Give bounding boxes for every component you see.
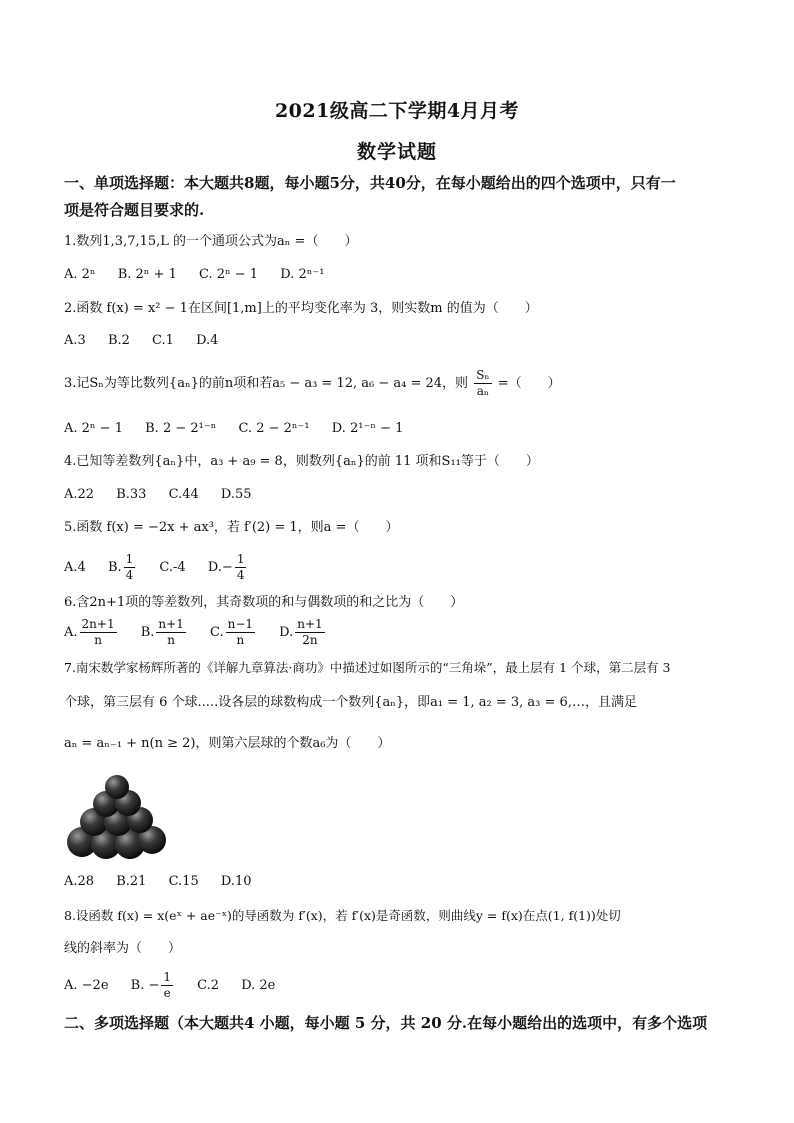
q4-option-b: B.33: [116, 487, 147, 502]
q5-option-c: C.-4: [159, 560, 186, 575]
q7-option-a: A.28: [64, 874, 95, 889]
q5-options: [64, 552, 266, 583]
q6-option-b: [141, 617, 188, 648]
q6-option-d-numerator: n+1: [297, 617, 323, 631]
triangular-ball-stack-figure: [60, 774, 180, 866]
q8-option-a: A. −2e: [64, 978, 109, 993]
section1-heading: [64, 170, 734, 224]
q2-option-d: D.4: [196, 333, 219, 348]
q4-options: [64, 485, 270, 505]
q5-option-b-numerator: 1: [125, 552, 134, 566]
q5-option-b-denominator: 4: [125, 568, 134, 582]
q4-option-c: C.44: [168, 487, 199, 502]
q4-option-d: D.55: [220, 487, 252, 502]
exam-title: 2021级高二下学期4月月考: [274, 100, 520, 122]
q3-option-d: D. 2¹⁻ⁿ − 1: [331, 421, 404, 436]
q8-line1: 8.设函数 f(x) = x(eˣ + ae⁻ˣ)的导函数为 f′(x)，若 f′(x)是奇函数，则曲线y = f(x)在点(1, f(1))处切: [64, 908, 621, 923]
q3-options: [64, 419, 421, 439]
q4-stem: 4.已知等差数列{aₙ}中，a₃ + a₉ = 8，则数列{aₙ}的前 11 项和S₁₁等于（ ）: [64, 454, 539, 469]
q2-option-a: A.3: [64, 333, 86, 348]
q1-option-b: B. 2ⁿ + 1: [117, 267, 177, 282]
exam-subtitle: 数学试题: [356, 141, 437, 163]
q3-option-a: A. 2ⁿ − 1: [64, 421, 123, 436]
section1-heading-line2: 项是符合题目要求的.: [64, 201, 205, 219]
q3-stem-text: 3.记Sₙ为等比数列{aₙ}的前n项和若a₅ − a₃ = 12, a₆ − a₄ = 24，则: [64, 376, 469, 391]
q5-option-d: [208, 552, 249, 583]
q1-option-c: C. 2ⁿ − 1: [199, 267, 259, 282]
q7-line3: aₙ = aₙ₋₁ + n(n ≥ 2)，则第六层球的个数a₆为（ ）: [64, 736, 391, 751]
q2-option-b: B.2: [107, 333, 130, 348]
q5-option-b-fraction: [124, 552, 136, 583]
q6-option-a-fraction: [80, 617, 117, 648]
q7-option-b: B.21: [116, 874, 147, 889]
q7-line1: 7.南宋数学家杨辉所著的《详解九章算法·商功》中描述过如图所示的“三角垛”，最上层有 1 个球，第二层有 3: [64, 660, 671, 675]
q6-option-b-fraction: [156, 617, 185, 648]
q6-option-c-label: C.: [209, 625, 224, 640]
q8-option-b-label: B. −: [130, 978, 160, 993]
q6-option-d-label: D.: [279, 625, 294, 640]
q7-option-d: D.10: [220, 874, 252, 889]
q3-fraction-denominator: aₙ: [476, 384, 490, 398]
q6-option-a: [64, 617, 119, 648]
q6-option-c-numerator: n−1: [227, 617, 254, 631]
ball-stack: [67, 775, 166, 859]
q7-line2: 个球，第三层有 6 个球.....设各层的球数构成一个数列{aₙ}，即a₁ = 1, a₂ = 3, a₃ = 6,…，且满足: [64, 695, 637, 710]
q5-option-d-label: D.−: [207, 560, 233, 575]
q1-options: [64, 265, 342, 285]
q6-option-c-denominator: n: [236, 633, 245, 647]
q3-option-c: C. 2 − 2ⁿ⁻¹: [238, 421, 310, 436]
q8-option-b-denominator: e: [163, 986, 171, 1000]
q1-stem: 1.数列1,3,7,15,L 的一个通项公式为aₙ =（ ）: [64, 234, 358, 249]
q2-stem: 2.函数 f(x) = x² − 1在区间[1,m]上的平均变化率为 3，则实数m 的值为（ ）: [64, 301, 538, 316]
section2-heading: 二、多项选择题（本大题共4 小题，每小题 5 分，共 20 分.在每小题给出的选项中，有多个选项: [64, 1014, 708, 1032]
q3-stem: [64, 368, 734, 399]
q3-option-b: B. 2 − 2¹⁻ⁿ: [145, 421, 217, 436]
q6-option-b-denominator: n: [167, 633, 175, 647]
q6-options: [64, 617, 345, 648]
q3-fraction-numerator: Sₙ: [476, 368, 490, 382]
q6-option-d-denominator: 2n: [302, 633, 318, 647]
q8-option-d: D. 2e: [241, 978, 276, 993]
q6-stem: 6.含2n+1项的等差数列，其奇数项的和与偶数项的和之比为（ ）: [64, 595, 464, 610]
q7-options: [64, 872, 270, 892]
q6-option-b-label: B.: [140, 625, 155, 640]
q4-option-a: A.22: [64, 487, 95, 502]
q8-option-b-numerator: 1: [163, 970, 172, 984]
q5-option-d-numerator: 1: [236, 552, 245, 566]
q2-options: [64, 331, 236, 351]
q8-option-b: [131, 970, 175, 1001]
q7-option-c: C.15: [168, 874, 199, 889]
q1-option-d: D. 2ⁿ⁻¹: [280, 267, 325, 282]
q5-option-b: [108, 552, 137, 583]
q5-option-d-denominator: 4: [236, 568, 245, 582]
q6-option-d-fraction: [295, 617, 324, 648]
q1-option-a: A. 2ⁿ: [64, 267, 96, 282]
q6-option-a-numerator: 2n+1: [81, 617, 115, 631]
q3-stem-end: =（ ）: [497, 376, 561, 391]
q8-line2: 线的斜率为（ ）: [64, 941, 182, 956]
q5-stem: 5.函数 f(x) = −2x + ax³，若 f′(2) = 1，则a =（ ）: [64, 520, 399, 535]
q5-option-b-label: B.: [107, 560, 122, 575]
section1-heading-line1: 一、单项选择题：本大题共8题，每小题5分，共40分，在每小题给出的四个选项中，只有一: [64, 174, 676, 192]
q8-option-b-fraction: [161, 970, 173, 1001]
q3-fraction: [474, 368, 491, 399]
q6-option-a-denominator: n: [94, 633, 102, 647]
q6-option-c-fraction: [226, 617, 255, 648]
q8-option-c: C.2: [197, 978, 220, 993]
q6-option-d: [279, 617, 327, 648]
q5-option-d-fraction: [235, 552, 247, 583]
q2-option-c: C.1: [152, 333, 174, 348]
q5-option-a: A.4: [64, 560, 86, 575]
q6-option-a-label: A.: [64, 625, 78, 640]
q6-option-b-numerator: n+1: [158, 617, 184, 631]
q8-options: [64, 970, 293, 1001]
q6-option-c: [210, 617, 257, 648]
